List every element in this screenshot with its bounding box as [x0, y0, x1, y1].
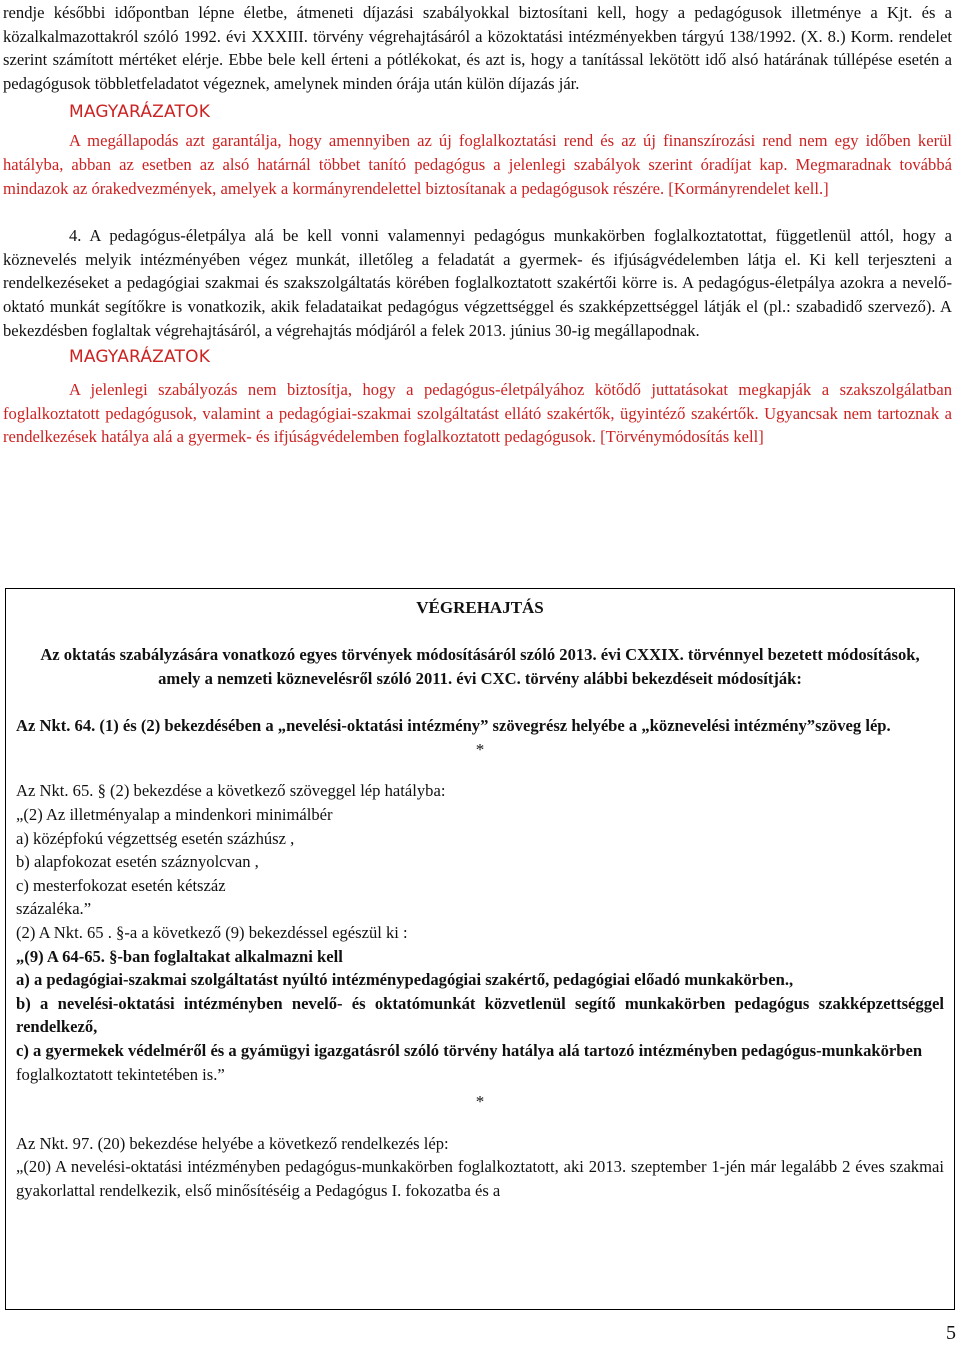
explanation-text-1: A megállapodás azt garantálja, hogy amennyiben az új foglalkoztatási rend és az új finanszírozási rend nem egy időben kerül hatályba, abban az esetben az alsó határnál többet tanító pedagógus a jelenlegi szabályok szerint óradíjat kap. Megmaradnak továbbá mindazok az órakedvezmények, amelyek a kormányrendelettel biztosítanak a pedagógusok részére. [Kormányrendelet kell.] [3, 131, 952, 198]
nkt-65-item-c: c) a gyermekek védelméről és a gyámügyi igazgatásról szóló törvény hatálya alá tartozó intézményben pedagógus-munkakörben [16, 1040, 923, 1060]
box-subtitle: Az oktatás szabályzására vonatkozó egyes törvények módosításáról szóló 2013. évi CXXIX. törvénnyel bezetett módosítások, amely a nemzeti köznevelésről szóló 2011. évi CXC. törvény alábbi bekezdéseit módosítják: [40, 645, 920, 688]
box-title: VÉGREHAJTÁS [416, 598, 544, 617]
explanation-text-2: A jelenlegi szabályozás nem biztosítja, hogy a pedagógus-életpályához kötődő juttatásokat megkapják a szakszolgálatban foglalkoztatott pedagógusok, valamint a pedagógiai-szakmai szolgáltatást ellátó szakértők, ügyintéző szakértők. Ugyancsak nem tartoznak a rendelkezések hatálya alá a gyermek- és ifjúságvédelemben foglalkoztatott pedagógusok. [Törvénymódosítás kell] [3, 380, 952, 447]
explanation-heading-1: MAGYARÁZATOK [69, 102, 211, 123]
nkt-65-item-c-end: foglalkoztatott tekintetében is.” [16, 1064, 225, 1084]
nkt-64-paragraph: Az Nkt. 64. (1) és (2) bekezdésében a „nevelési-oktatási intézmény” szövegrész helyébe a „köznevelési intézmény”szöveg lép. [16, 716, 891, 736]
document-page [0, 0, 960, 449]
nkt-65-line-4: c) mesterfokozat esetén kétszáz [16, 875, 226, 895]
nkt-65-line-2: a) középfokú végzettség esetén százhúsz , [16, 828, 295, 848]
explanation-heading-2: MAGYARÁZATOK [69, 347, 211, 368]
nkt-65-item-a: a) a pedagógiai-szakmai szolgáltatást nyúltó intézménypedagógiai szakértő, pedagógiai előadó munkakörben., [16, 970, 794, 990]
nkt-65-line-6: (2) A Nkt. 65 . §-a a következő (9) bekezdéssel egészül ki : [16, 922, 408, 942]
nkt-65-intro: Az Nkt. 65. § (2) bekezdése a következő szöveggel lép hatályba: [16, 781, 446, 801]
nkt-97-text: „(20) A nevelési-oktatási intézményben pedagógus-munkakörben foglalkoztatott, aki 2013. szeptember 1-jén már legalább 2 éves szakmai gyakorlattal rendelkezik, első minősítéséig a Pedagógus I. fokozatba és a [16, 1157, 944, 1200]
implementation-box [5, 588, 955, 1310]
separator-star-2: * [475, 1092, 485, 1112]
page-number: 5 [946, 1322, 956, 1344]
point-4-paragraph: 4. A pedagógus-életpálya alá be kell vonni valamennyi pedagógus munkakörben foglalkoztatottat, függetlenül attól, hogy a köznevelés melyik intézményében végez munkát, illetőleg a feladatát a gyermek- és ifjúságvédelemben látja el. Ki kell terjeszteni a rendelkezéseket a pedagógiai szakmai és szakszolgáltatás körében foglalkoztatott szakértői körre is. A pedagógus-életpálya azokra a nevelő-oktató munkát segítőkre is vonatkozik, akik feladataikat pedagógus végzettséggel és szakképzettséggel látják el (pl.: szabadidő szervező). A bekezdésben foglaltak végrehajtásáról, a végrehajtás módjáról a felek 2013. június 30-ig megállapodnak. [3, 226, 952, 340]
intro-paragraph: rendje későbbi időpontban lépne életbe, átmeneti díjazási szabályokkal biztosítani kell, hogy a pedagógusok illetménye a Kjt. és a közalkalmazottakról szóló 1992. évi XXXIII. törvény végrehajtásáról a közoktatási intézményekben tárgyú 138/1992. (X. 8.) Korm. rendelet szerint számított mértéket elérje. Ebbe bele kell érteni a pótlékokat, és azt is, hogy a tanítással lekötött idő alsó határának túllépése esetén a pedagógusok többletfeladatot végeznek, amelynek minden órája után külön díjazás jár. [3, 3, 952, 93]
nkt-65-line-5: százaléka.” [16, 899, 92, 919]
separator-star-1: * [475, 739, 485, 759]
nkt-65-line-1: „(2) Az illetményalap a mindenkori minimálbér [16, 804, 333, 824]
nkt-65-line-7: „(9) A 64-65. §-ban foglaltakat alkalmazni kell [16, 946, 343, 966]
nkt-97-intro: Az Nkt. 97. (20) bekezdése helyébe a következő rendelkezés lép: [16, 1133, 449, 1153]
nkt-65-line-3: b) alapfokozat esetén száznyolcvan , [16, 852, 259, 872]
nkt-65-item-b: b) a nevelési-oktatási intézményben nevelő- és oktatómunkát közvetlenül segítő munkakörben pedagógus szakképzettséggel rendelkező, [16, 993, 944, 1037]
